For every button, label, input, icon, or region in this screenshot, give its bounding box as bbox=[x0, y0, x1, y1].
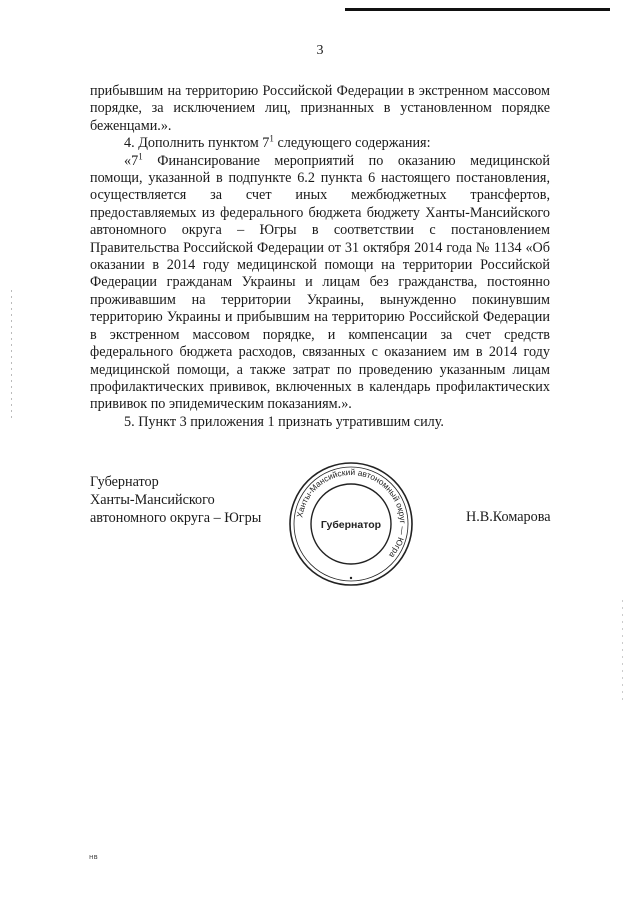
item-4-text: 4. Дополнить пунктом 7 bbox=[124, 135, 270, 152]
signatory-name: Н.В.Комарова bbox=[466, 509, 551, 525]
scan-margin-marks bbox=[11, 290, 12, 420]
signature-title bbox=[90, 473, 261, 527]
item-7-sup: 1 bbox=[138, 150, 143, 161]
svg-text:Ханты-Мансийский автономный ок bbox=[294, 467, 408, 560]
signature-title-line-2: Ханты-Мансийского bbox=[90, 492, 215, 508]
item-7-text: Финансирование мероприятий по оказанию медицинской помощи, указанной в подпункте 6.2 пункта 6 настоящего постановления, осуществляется за счет иных межбюджетных трансфертов, предоставляемых из федерального бюджета бюджету Ханты-Мансийского автономного округа – Югры в соответствии с постановлением Правительства Российской Федерации от 31 октября 2014 года № 1134 «Об оказании в 2014 году медицинской помощи на территории Российской Федерации гражданам Украины и лицам без гражданства, постоянно проживавшим на территории Украины, вынужденно покинувшим территорию Украины и прибывшим на территорию Российской Федерации в экстренном массовом порядке, и компенсации за счет средств федерального бюджета расходов, связанных с оказанием им в 2014 году медицинской помощи, а также затрат по проведению указанным лицам профилактических прививок, включенных в календарь профилактических прививок по эпидемическим показаниям.». bbox=[90, 152, 550, 413]
paragraph-item-7-1 bbox=[90, 150, 550, 414]
seal-ring-text: Ханты-Мансийский автономный округ — Югра bbox=[294, 466, 409, 560]
signature-title-line-1: Губернатор bbox=[90, 474, 159, 490]
page-number: 3 bbox=[316, 43, 324, 58]
signature-title-line-3: автономного округа – Югры bbox=[90, 510, 262, 526]
paragraph-item-5: 5. Пункт 3 приложения 1 признать утратившим силу. bbox=[124, 413, 444, 430]
document-body bbox=[90, 83, 550, 431]
item-4-sup: 1 bbox=[269, 133, 274, 144]
footer-mark: нв bbox=[89, 853, 98, 861]
official-seal-stamp bbox=[287, 460, 415, 588]
item-4-tail: следующего содержания: bbox=[273, 135, 431, 152]
top-rule bbox=[345, 8, 610, 11]
seal-center-text: Губернатор bbox=[320, 519, 382, 531]
paragraph-item-4 bbox=[90, 135, 550, 152]
paragraph-continuation: прибывшим на территорию Российской Федерации в экстренном массовом порядке, за исключением лиц, признанных в установленном порядке беженцами.». bbox=[90, 83, 550, 134]
item-7-open: «7 bbox=[124, 152, 139, 169]
scan-margin-marks-right bbox=[622, 600, 623, 700]
